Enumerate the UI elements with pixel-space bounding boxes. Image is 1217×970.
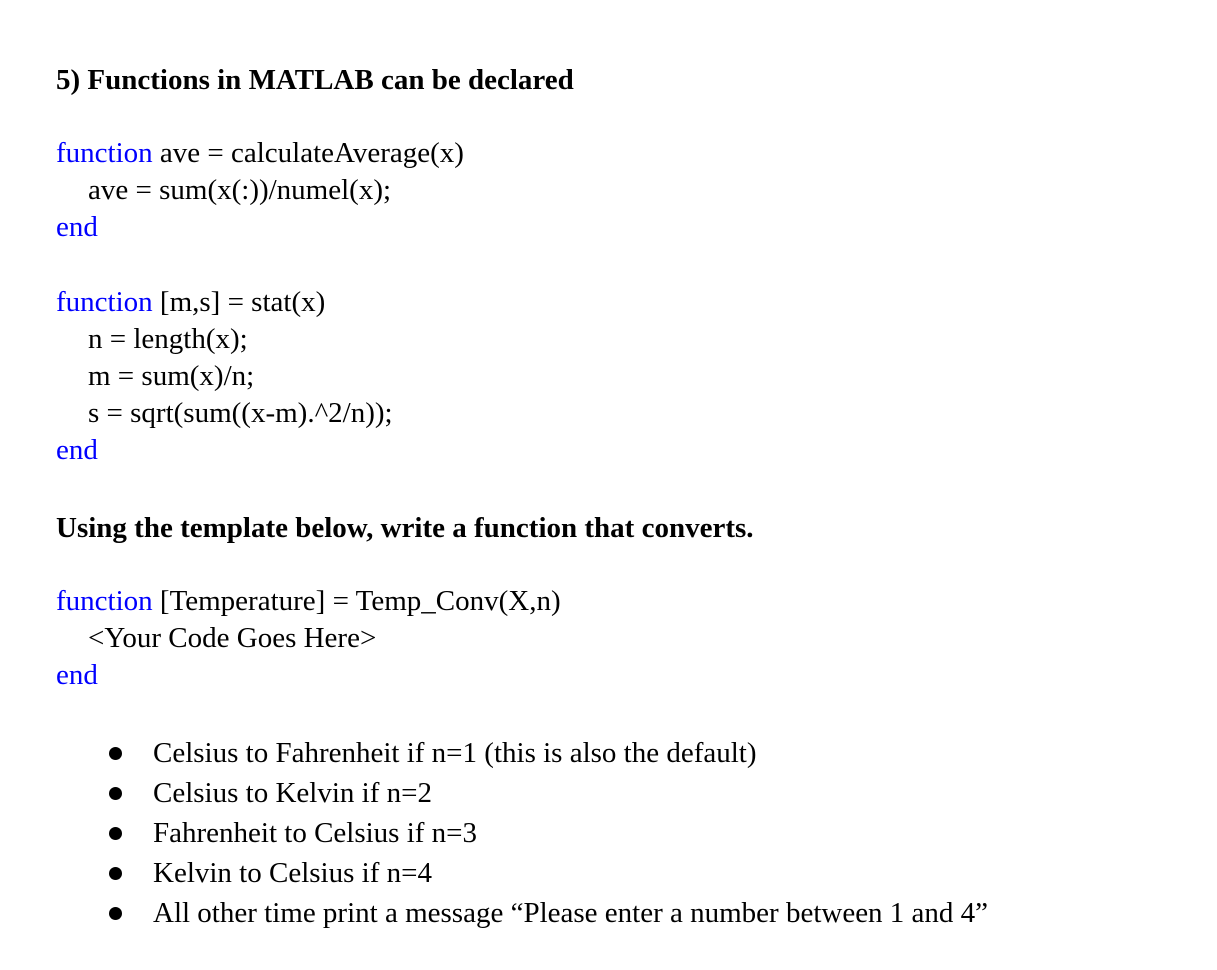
- list-item-text: Fahrenheit to Celsius if n=3: [153, 817, 478, 849]
- list-item-text: All other time print a message “Please enter a number between 1 and 4”: [153, 897, 989, 929]
- code-block-calculate-average: [56, 135, 464, 246]
- code-line: [56, 657, 561, 694]
- code-text: <Your Code Goes Here>: [88, 622, 377, 654]
- list-item-text: Celsius to Fahrenheit if n=1 (this is also the default): [153, 737, 757, 769]
- code-text: s = sqrt(sum((x-m).^2/n));: [88, 397, 393, 429]
- code-text: ave = sum(x(:))/numel(x);: [88, 174, 392, 206]
- section-heading-functions: 5) Functions in MATLAB can be declared: [56, 64, 574, 96]
- code-line: [56, 583, 561, 620]
- code-line: [56, 172, 464, 209]
- code-text: m = sum(x)/n;: [88, 360, 255, 392]
- list-item-text: Kelvin to Celsius if n=4: [153, 857, 432, 889]
- code-line: [56, 395, 393, 432]
- list-item: [105, 733, 988, 773]
- code-text: ave = calculateAverage(x): [152, 137, 464, 169]
- bullet-dot-icon: [109, 867, 122, 880]
- code-line: [56, 284, 393, 321]
- code-block-temp-conv: [56, 583, 561, 694]
- list-item: [105, 813, 988, 853]
- bullet-dot-icon: [109, 787, 122, 800]
- keyword-end: end: [56, 659, 98, 691]
- bullet-dot-icon: [109, 907, 122, 920]
- keyword-end: end: [56, 211, 98, 243]
- list-item-text: Celsius to Kelvin if n=2: [153, 777, 432, 809]
- code-text: [Temperature] = Temp_Conv(X,n): [152, 585, 561, 617]
- code-line: [56, 135, 464, 172]
- code-block-stat: [56, 284, 393, 469]
- bullet-dot-icon: [109, 747, 122, 760]
- code-line: [56, 432, 393, 469]
- code-text: n = length(x);: [88, 323, 248, 355]
- keyword-function: function: [56, 585, 153, 617]
- code-line: [56, 620, 561, 657]
- list-item: [105, 773, 988, 813]
- list-item: [105, 893, 988, 933]
- bullet-dot-icon: [109, 827, 122, 840]
- code-text: [m,s] = stat(x): [152, 286, 326, 318]
- code-line: [56, 209, 464, 246]
- list-item: [105, 853, 988, 893]
- code-line: [56, 321, 393, 358]
- code-line: [56, 358, 393, 395]
- keyword-function: function: [56, 286, 153, 318]
- keyword-function: function: [56, 137, 153, 169]
- conversion-requirements-list: [105, 733, 988, 933]
- section-heading-template: Using the template below, write a function that converts.: [56, 512, 754, 544]
- keyword-end: end: [56, 434, 98, 466]
